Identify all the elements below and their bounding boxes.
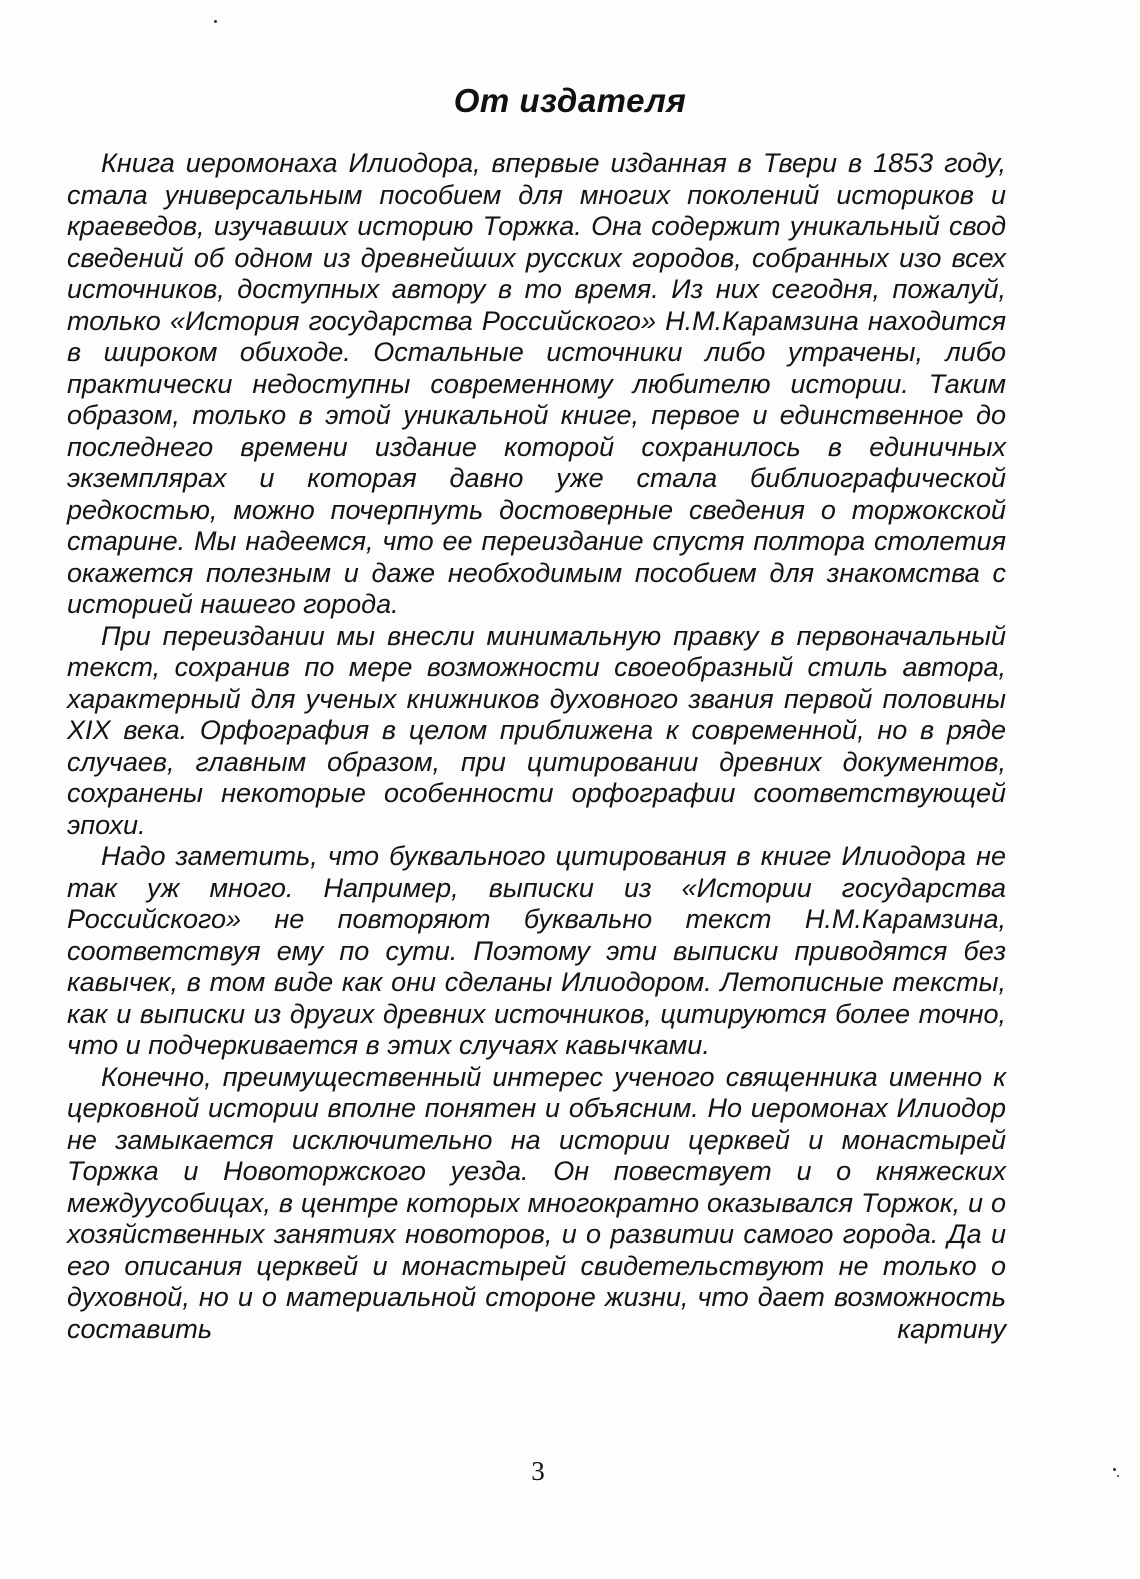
scan-speck <box>214 20 217 23</box>
scan-speck <box>1117 1475 1119 1477</box>
paragraph-2: При переиздании мы внесли минимальную правку в первоначальный текст, сохранив по мере возможности своеобразный стиль автора, характерный для ученых книжников духовного звания первой половины XIX века. Орфография в целом приближена к современной, но в ряде случаев, главным образом, при цитировании древних документов, сохранены некоторые особенности орфографии соответствующей эпохи. <box>67 620 1006 840</box>
page-number: 3 <box>531 1456 545 1486</box>
paragraph-4: Конечно, преимущественный интерес ученого священника именно к церковной истории вполне понятен и объясним. Но иеромонах Илиодор не замыкается исключительно на истории церквей и монастырей Торжка и Новоторжского уезда. Он повествует и о княжеских междуусобицах, в центре которых многократно оказывался Торжок, и о хозяйственных занятиях новоторов, и о развитии самого города. Да и его описания церквей и монастырей свидетельствуют не только о духовной, но и о материальной стороне жизни, что дает возможность составить картину <box>67 1061 1006 1344</box>
page-title: От издателя <box>453 82 687 119</box>
scan-speck <box>1113 1468 1116 1471</box>
body-text <box>67 148 1006 1345</box>
paragraph-1: Книга иеромонаха Илиодора, впервые изданная в Твери в 1853 году, стала универсальным пособием для многих поколений историков и краеведов, изучавших историю Торжка. Она содержит уникальный свод сведений об одном из древнейших русских городов, собранных изо всех источников, доступных автору в то время. Из них сегодня, пожалуй, только «История государства Российского» Н.М.Карамзина находится в широком обиходе. Остальные источники либо утрачены, либо практически недоступны современному любителю истории. Таким образом, только в этой уникальной книге, первое и единственное до последнего времени издание которой сохранилось в единичных экземплярах и которая давно уже стала библиографической редкостью, можно почерпнуть достоверные сведения о торжокской старине. Мы надеемся, что ее переиздание спустя полтора столетия окажется полезным и даже необходимым пособием для знакомства с историей нашего города. <box>67 148 1006 619</box>
paragraph-3: Надо заметить, что буквального цитирования в книге Илиодора не так уж много. Например, выписки из «Истории государства Российского» не повторяют буквально текст Н.М.Карамзина, соответствуя ему по сути. Поэтому эти выписки приводятся без кавычек, в том виде как они сделаны Илиодором. Летописные тексты, как и выписки из других древних источников, цитируются более точно, что и подчеркивается в этих случаях кавычками. <box>67 841 1006 1060</box>
